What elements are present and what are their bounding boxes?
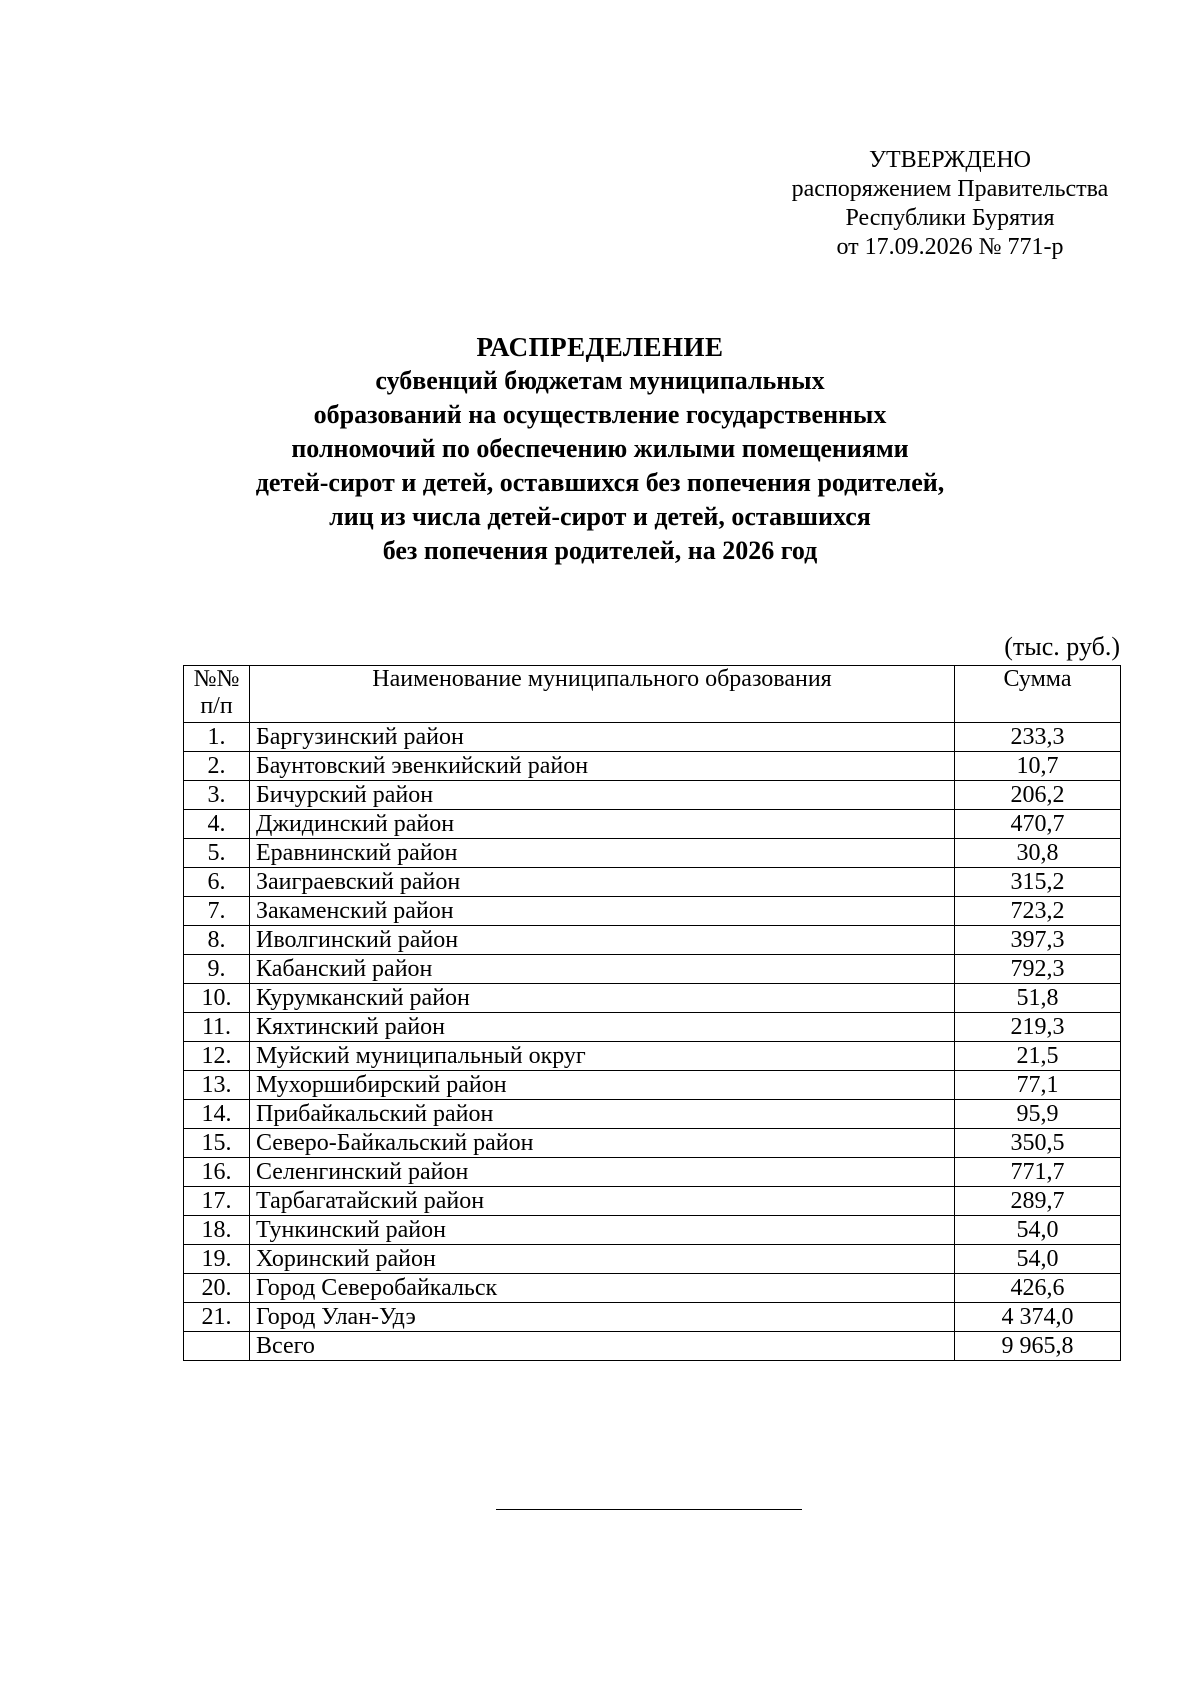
row-number: 19. — [184, 1245, 250, 1274]
municipality-name: Мухоршибирский район — [250, 1071, 955, 1100]
document-title-line: субвенций бюджетам муниципальных — [375, 366, 825, 395]
document-title-line: детей-сирот и детей, оставшихся без попечения родителей, — [255, 468, 945, 497]
row-number: 11. — [184, 1013, 250, 1042]
municipality-name: Селенгинский район — [250, 1158, 955, 1187]
municipality-name: Кабанский район — [250, 955, 955, 984]
municipality-name: Прибайкальский район — [250, 1100, 955, 1129]
row-number: 4. — [184, 810, 250, 839]
document-title-line: без попечения родителей, на 2026 год — [382, 536, 818, 565]
table-row — [184, 1129, 1121, 1158]
municipality-name: Кяхтинский район — [250, 1013, 955, 1042]
document-title-main: РАСПРЕДЕЛЕНИЕ — [476, 332, 724, 362]
approval-line: Республики Бурятия — [845, 205, 1055, 231]
municipality-name: Тарбагатайский район — [250, 1187, 955, 1216]
row-number: 7. — [184, 897, 250, 926]
subvention-sum: 426,6 — [955, 1274, 1121, 1303]
header-number — [184, 666, 250, 723]
document-title-line: образований на осуществление государственных — [313, 400, 887, 429]
row-number: 6. — [184, 868, 250, 897]
row-number: 10. — [184, 984, 250, 1013]
row-number: 17. — [184, 1187, 250, 1216]
table-row — [184, 1216, 1121, 1245]
subvention-sum: 723,2 — [955, 897, 1121, 926]
table-header-row — [184, 666, 1121, 723]
row-number: 3. — [184, 781, 250, 810]
subvention-sum: 95,9 — [955, 1100, 1121, 1129]
table-row — [184, 897, 1121, 926]
row-number: 20. — [184, 1274, 250, 1303]
distribution-table — [183, 665, 1121, 1361]
municipality-name: Еравнинский район — [250, 839, 955, 868]
table-row — [184, 955, 1121, 984]
table-row — [184, 984, 1121, 1013]
subvention-sum: 206,2 — [955, 781, 1121, 810]
subvention-sum: 54,0 — [955, 1245, 1121, 1274]
total-sum: 9 965,8 — [955, 1332, 1121, 1361]
table-row — [184, 1100, 1121, 1129]
approval-line: распоряжением Правительства — [791, 176, 1109, 202]
row-number: 18. — [184, 1216, 250, 1245]
municipality-name: Баунтовский эвенкийский район — [250, 752, 955, 781]
municipality-name: Город Улан-Удэ — [250, 1303, 955, 1332]
municipality-name: Курумканский район — [250, 984, 955, 1013]
subvention-sum: 77,1 — [955, 1071, 1121, 1100]
table-row — [184, 1042, 1121, 1071]
approval-heading: УТВЕРЖДЕНО — [868, 147, 1032, 173]
row-number: 1. — [184, 723, 250, 752]
municipality-name: Иволгинский район — [250, 926, 955, 955]
municipality-name: Бичурский район — [250, 781, 955, 810]
subvention-sum: 350,5 — [955, 1129, 1121, 1158]
municipality-name: Закаменский район — [250, 897, 955, 926]
subvention-sum: 397,3 — [955, 926, 1121, 955]
document-title-line: лиц из числа детей-сирот и детей, оставшихся — [329, 502, 871, 531]
municipality-name: Северо-Байкальский район — [250, 1129, 955, 1158]
table-row — [184, 781, 1121, 810]
municipality-name: Заиграевский район — [250, 868, 955, 897]
table-row — [184, 1187, 1121, 1216]
subvention-sum: 54,0 — [955, 1216, 1121, 1245]
row-number: 9. — [184, 955, 250, 984]
municipality-name: Хоринский район — [250, 1245, 955, 1274]
subvention-sum: 792,3 — [955, 955, 1121, 984]
table-row — [184, 1274, 1121, 1303]
municipality-name: Город Северобайкальск — [250, 1274, 955, 1303]
header-number-line1: №№ — [193, 666, 240, 692]
row-number: 14. — [184, 1100, 250, 1129]
table-row — [184, 868, 1121, 897]
subvention-sum: 289,7 — [955, 1187, 1121, 1216]
row-number: 15. — [184, 1129, 250, 1158]
table-body — [184, 723, 1121, 1361]
table-row — [184, 1071, 1121, 1100]
subvention-sum: 315,2 — [955, 868, 1121, 897]
table-row — [184, 1303, 1121, 1332]
row-number: 16. — [184, 1158, 250, 1187]
table-total-row — [184, 1332, 1121, 1361]
subvention-sum: 219,3 — [955, 1013, 1121, 1042]
units-label: (тыс. руб.) — [1004, 632, 1120, 661]
row-number: 5. — [184, 839, 250, 868]
table-row — [184, 723, 1121, 752]
total-label: Всего — [250, 1332, 955, 1361]
header-sum: Сумма — [955, 666, 1121, 723]
subvention-sum: 470,7 — [955, 810, 1121, 839]
approval-stamp — [760, 146, 1140, 262]
subvention-sum: 4 374,0 — [955, 1303, 1121, 1332]
subvention-sum: 233,3 — [955, 723, 1121, 752]
subvention-sum: 10,7 — [955, 752, 1121, 781]
row-number: 2. — [184, 752, 250, 781]
subvention-sum: 21,5 — [955, 1042, 1121, 1071]
table-row — [184, 1158, 1121, 1187]
municipality-name: Муйский муниципальный округ — [250, 1042, 955, 1071]
document-title — [150, 330, 1050, 568]
table-row — [184, 1013, 1121, 1042]
table-row — [184, 1245, 1121, 1274]
table-row — [184, 810, 1121, 839]
row-number: 13. — [184, 1071, 250, 1100]
subvention-sum: 30,8 — [955, 839, 1121, 868]
header-number-line2: п/п — [200, 693, 233, 719]
header-name: Наименование муниципального образования — [250, 666, 955, 723]
row-number — [184, 1332, 250, 1361]
row-number: 21. — [184, 1303, 250, 1332]
subvention-sum: 771,7 — [955, 1158, 1121, 1187]
municipality-name: Баргузинский район — [250, 723, 955, 752]
table-row — [184, 926, 1121, 955]
row-number: 12. — [184, 1042, 250, 1071]
table-row — [184, 752, 1121, 781]
municipality-name: Тункинский район — [250, 1216, 955, 1245]
approval-date-number: от 17.09.2026 № 771-р — [836, 234, 1064, 260]
table-row — [184, 839, 1121, 868]
row-number: 8. — [184, 926, 250, 955]
document-title-line: полномочий по обеспечению жилыми помещениями — [291, 434, 909, 463]
municipality-name: Джидинский район — [250, 810, 955, 839]
end-divider-line — [496, 1509, 802, 1510]
subvention-sum: 51,8 — [955, 984, 1121, 1013]
